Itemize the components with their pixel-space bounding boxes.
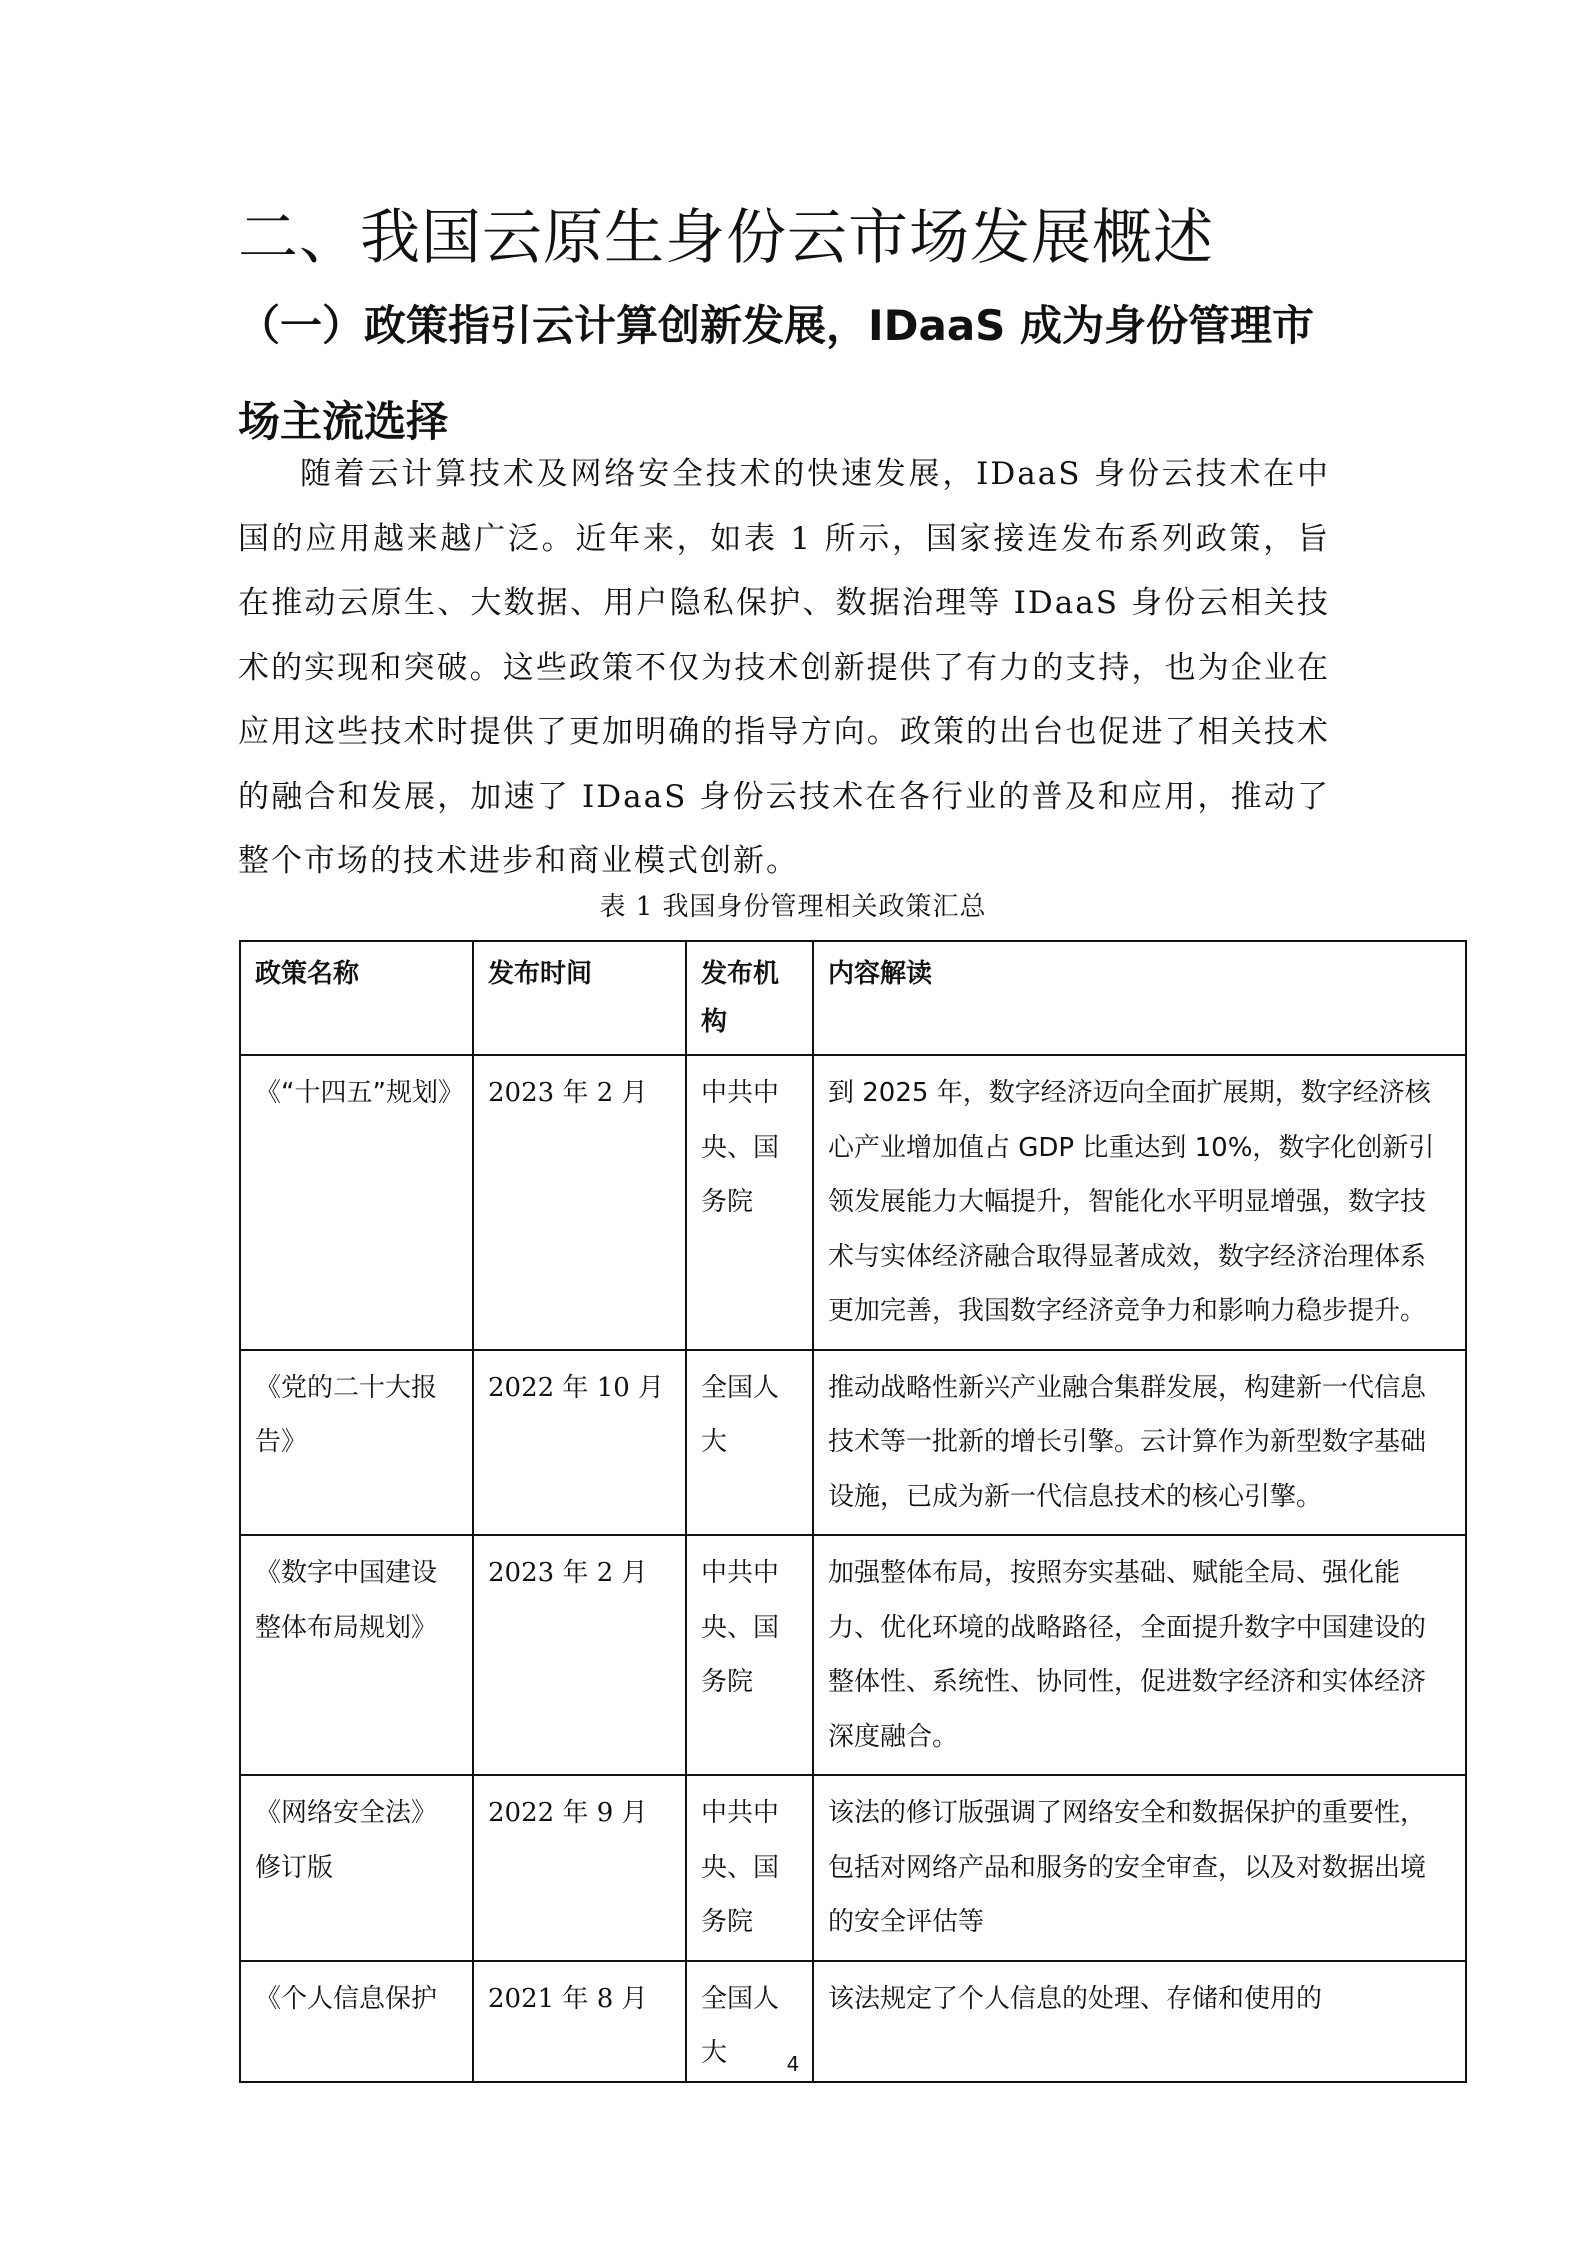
cell-content: 该法的修订版强调了网络安全和数据保护的重要性，包括对网络产品和服务的安全审查，以及对数据出境的安全评估等 [813,1775,1466,1961]
page-number: 4 [786,2052,800,2076]
header-policy-name: 政策名称 [240,941,473,1055]
header-content: 内容解读 [813,941,1466,1055]
header-issuing-org: 发布机构 [686,941,813,1055]
table-row [240,1055,1466,1350]
policy-table [239,940,1467,2083]
table-row [240,1535,1466,1775]
cell-release-date: 2022 年 9 月 [473,1775,686,1961]
cell-release-date: 2022 年 10 月 [473,1350,686,1536]
cell-content: 推动战略性新兴产业融合集群发展，构建新一代信息技术等一批新的增长引擎。云计算作为新型数字基础设施，已成为新一代信息技术的核心引擎。 [813,1350,1466,1536]
cell-policy-name: 《“十四五”规划》 [240,1055,473,1350]
cell-content: 到 2025 年，数字经济迈向全面扩展期，数字经济核心产业增加值占 GDP 比重达到 10%，数字化创新引领发展能力大幅提升，智能化水平明显增强，数字技术与实体经济融合取得显著成效，数字经济治理体系更加完善，我国数字经济竞争力和影响力稳步提升。 [813,1055,1466,1350]
cell-issuing-org: 中共中央、国务院 [686,1775,813,1961]
cell-policy-name: 《数字中国建设整体布局规划》 [240,1535,473,1775]
cell-issuing-org: 全国人大 [686,1961,813,2082]
cell-policy-name: 《个人信息保护 [240,1961,473,2082]
cell-issuing-org: 全国人大 [686,1350,813,1536]
cell-content: 加强整体布局，按照夯实基础、赋能全局、强化能力、优化环境的战略路径，全面提升数字中国建设的整体性、系统性、协同性，促进数字经济和实体经济深度融合。 [813,1535,1466,1775]
cell-content: 该法规定了个人信息的处理、存储和使用的 [813,1961,1466,2082]
cell-release-date: 2021 年 8 月 [473,1961,686,2082]
cell-policy-name: 《网络安全法》修订版 [240,1775,473,1961]
table-caption: 表 1 我国身份管理相关政策汇总 [599,892,987,922]
subsection-heading: （一）政策指引云计算创新发展，IDaaS 成为身份管理市场主流选择 [238,301,1315,446]
table-header-row [240,941,1466,1055]
body-paragraph: 随着云计算技术及网络安全技术的快速发展，IDaaS 身份云技术在中国的应用越来越广泛。近年来，如表 1 所示，国家接连发布系列政策，旨在推动云原生、大数据、用户隐私保护、数据治理等 IDaaS 身份云相关技术的实现和突破。这些政策不仅为技术创新提供了有力的支持，也为企业在应用这些技术时提供了更加明确的指导方向。政策的出台也促进了相关技术的融合和发展，加速了 IDaaS 身份云技术在各行业的普及和应用，推动了整个市场的技术进步和商业模式创新。 [238,456,1330,879]
cell-issuing-org: 中共中央、国务院 [686,1055,813,1350]
table-row [240,1775,1466,1961]
cell-release-date: 2023 年 2 月 [473,1535,686,1775]
cell-policy-name: 《党的二十大报告》 [240,1350,473,1536]
section-heading: 二、我国云原生身份云市场发展概述 [238,203,1214,273]
table-row [240,1350,1466,1536]
cell-issuing-org: 中共中央、国务院 [686,1535,813,1775]
cell-release-date: 2023 年 2 月 [473,1055,686,1350]
header-release-date: 发布时间 [473,941,686,1055]
